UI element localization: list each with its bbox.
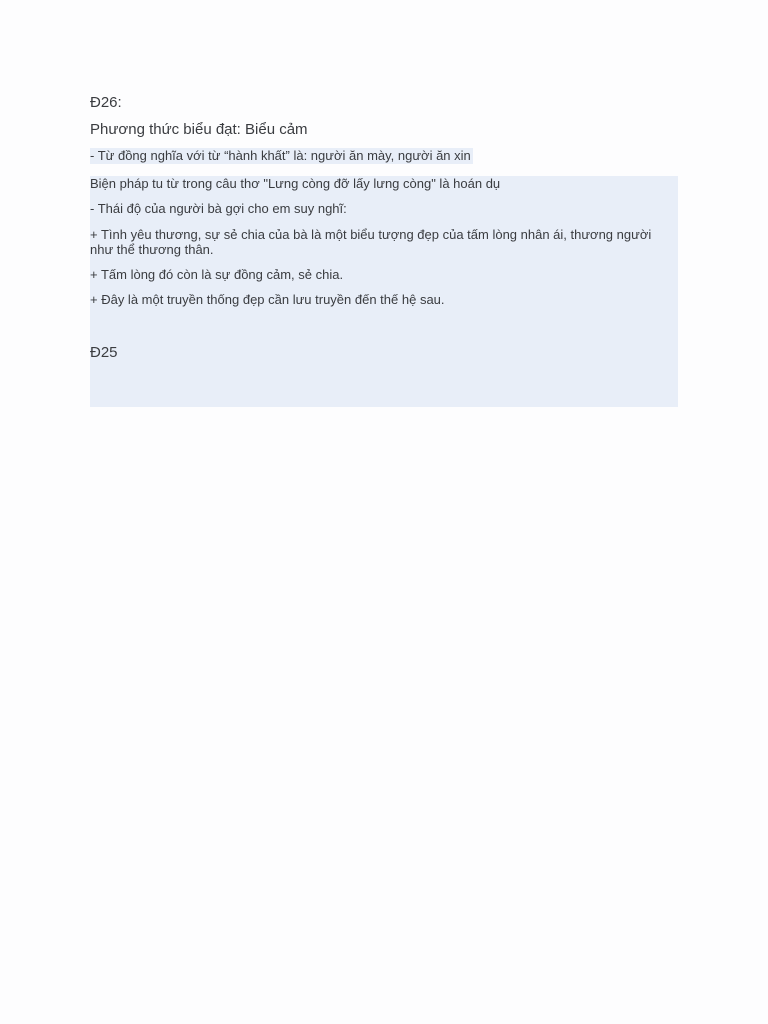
- synonym-line: - Từ đồng nghĩa với từ “hành khất” là: người ăn mày, người ăn xin: [90, 148, 471, 163]
- section-title-d25: Đ25: [90, 344, 118, 361]
- method-line: Phương thức biểu đạt: Biểu cảm: [90, 121, 308, 138]
- point-3: + Đây là một truyền thống đẹp cần lưu truyền đến thế hệ sau.: [90, 292, 445, 307]
- attitude-line: - Thái độ của người bà gợi cho em suy nghĩ:: [90, 201, 347, 216]
- point-1: + Tình yêu thương, sự sẻ chia của bà là một biểu tượng đẹp của tấm lòng nhân ái, thương người như thể thương thân.: [90, 227, 652, 257]
- point-2: + Tấm lòng đó còn là sự đồng cảm, sẻ chia.: [90, 267, 344, 282]
- rhetoric-line: Biện pháp tu từ trong câu thơ "Lưng còng đỡ lấy lưng còng" là hoán dụ: [90, 176, 501, 191]
- section-title-d26: Đ26:: [90, 94, 122, 111]
